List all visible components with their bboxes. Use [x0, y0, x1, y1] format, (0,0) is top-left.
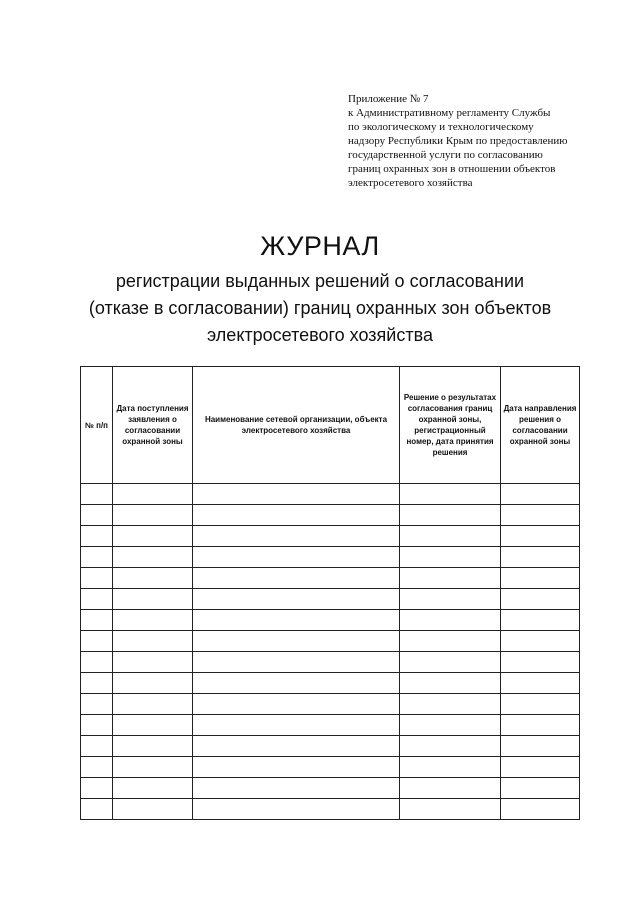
- table-cell: [400, 694, 501, 715]
- header-organization-name: Наименование сетевой организации, объекта электросетевого хозяйства: [193, 367, 400, 484]
- table-cell: [113, 736, 193, 757]
- table-row: [81, 694, 580, 715]
- table-cell: [113, 484, 193, 505]
- table-row: [81, 631, 580, 652]
- table-cell: [501, 547, 580, 568]
- table-cell: [400, 736, 501, 757]
- table-header-row: [81, 367, 580, 484]
- table-row: [81, 715, 580, 736]
- table-row: [81, 736, 580, 757]
- table-cell: [400, 484, 501, 505]
- table-cell: [400, 526, 501, 547]
- table-cell: [400, 547, 501, 568]
- table-cell: [193, 505, 400, 526]
- table-cell: [193, 736, 400, 757]
- annex-line: по экологическому и технологическому: [348, 121, 534, 133]
- table-cell: [193, 547, 400, 568]
- annex-line: Приложение № 7: [348, 93, 429, 105]
- table-row: [81, 484, 580, 505]
- table-cell: [193, 526, 400, 547]
- table-row: [81, 673, 580, 694]
- header-application-date: Дата поступления заявления о согласовании охранной зоны: [113, 367, 193, 484]
- document-title: ЖУРНАЛ: [260, 231, 380, 261]
- annex-note: [348, 92, 633, 190]
- table-cell: [193, 673, 400, 694]
- table-cell: [501, 736, 580, 757]
- table-cell: [81, 526, 113, 547]
- table-cell: [113, 778, 193, 799]
- table-body: [81, 484, 580, 820]
- annex-line: к Административному регламенту Службы: [348, 107, 551, 119]
- table-cell: [501, 757, 580, 778]
- table-cell: [501, 799, 580, 820]
- table-cell: [193, 484, 400, 505]
- table-cell: [501, 673, 580, 694]
- table-row: [81, 610, 580, 631]
- table-cell: [81, 757, 113, 778]
- table-cell: [400, 505, 501, 526]
- annex-line: государственной услуги по согласованию: [348, 149, 543, 161]
- table-cell: [400, 778, 501, 799]
- table-cell: [81, 484, 113, 505]
- table-cell: [113, 652, 193, 673]
- table-cell: [501, 505, 580, 526]
- subtitle-line: регистрации выданных решений о согласовании: [115, 271, 525, 291]
- journal-table: [80, 366, 580, 820]
- table-cell: [81, 589, 113, 610]
- table-cell: [113, 799, 193, 820]
- table-cell: [113, 631, 193, 652]
- table-cell: [113, 526, 193, 547]
- table-cell: [113, 673, 193, 694]
- table-cell: [193, 589, 400, 610]
- table-cell: [193, 757, 400, 778]
- table-cell: [501, 631, 580, 652]
- annex-line: надзору Республики Крым по предоставлению: [348, 135, 568, 147]
- table-cell: [400, 757, 501, 778]
- table-cell: [193, 799, 400, 820]
- table-row: [81, 589, 580, 610]
- table-cell: [193, 694, 400, 715]
- table-cell: [81, 568, 113, 589]
- table-row: [81, 505, 580, 526]
- table-cell: [193, 568, 400, 589]
- table-cell: [113, 505, 193, 526]
- table-cell: [400, 799, 501, 820]
- table-cell: [193, 631, 400, 652]
- table-cell: [113, 694, 193, 715]
- table-cell: [113, 757, 193, 778]
- table-row: [81, 799, 580, 820]
- table-cell: [501, 610, 580, 631]
- table-cell: [113, 715, 193, 736]
- table-cell: [81, 778, 113, 799]
- table-cell: [501, 694, 580, 715]
- table-cell: [501, 589, 580, 610]
- document-subtitle: [0, 268, 640, 349]
- table-cell: [501, 526, 580, 547]
- header-number: № п/п: [81, 367, 113, 484]
- table-cell: [400, 673, 501, 694]
- table-row: [81, 568, 580, 589]
- table-cell: [193, 715, 400, 736]
- annex-line: электросетевого хозяйства: [348, 177, 473, 189]
- table-cell: [400, 652, 501, 673]
- table-cell: [501, 715, 580, 736]
- table-cell: [400, 568, 501, 589]
- table-cell: [81, 610, 113, 631]
- table-cell: [113, 610, 193, 631]
- table-cell: [81, 505, 113, 526]
- table-cell: [400, 610, 501, 631]
- table-cell: [501, 652, 580, 673]
- table-row: [81, 547, 580, 568]
- table-cell: [400, 715, 501, 736]
- table-cell: [501, 568, 580, 589]
- table-cell: [81, 694, 113, 715]
- table-cell: [81, 652, 113, 673]
- table-cell: [501, 484, 580, 505]
- header-decision: Решение о результатах согласования границ охранной зоны, регистрационный номер, дата принятия решения: [400, 367, 501, 484]
- table-cell: [81, 715, 113, 736]
- table-cell: [193, 652, 400, 673]
- table-cell: [81, 673, 113, 694]
- table-cell: [81, 631, 113, 652]
- annex-line: границ охранных зон в отношении объектов: [348, 163, 556, 175]
- table-cell: [113, 547, 193, 568]
- table-cell: [193, 610, 400, 631]
- subtitle-line: электросетевого хозяйства: [207, 325, 433, 345]
- table-row: [81, 652, 580, 673]
- table-cell: [193, 778, 400, 799]
- table-cell: [81, 547, 113, 568]
- subtitle-line: (отказе в согласовании) границ охранных зон объектов: [88, 298, 552, 318]
- table-cell: [113, 568, 193, 589]
- table-cell: [501, 778, 580, 799]
- table-row: [81, 526, 580, 547]
- table-cell: [400, 631, 501, 652]
- header-send-date: Дата направления решения о согласовании охранной зоны: [501, 367, 580, 484]
- table-cell: [81, 736, 113, 757]
- table-cell: [400, 589, 501, 610]
- table-row: [81, 778, 580, 799]
- table-cell: [81, 799, 113, 820]
- table-cell: [113, 589, 193, 610]
- table-row: [81, 757, 580, 778]
